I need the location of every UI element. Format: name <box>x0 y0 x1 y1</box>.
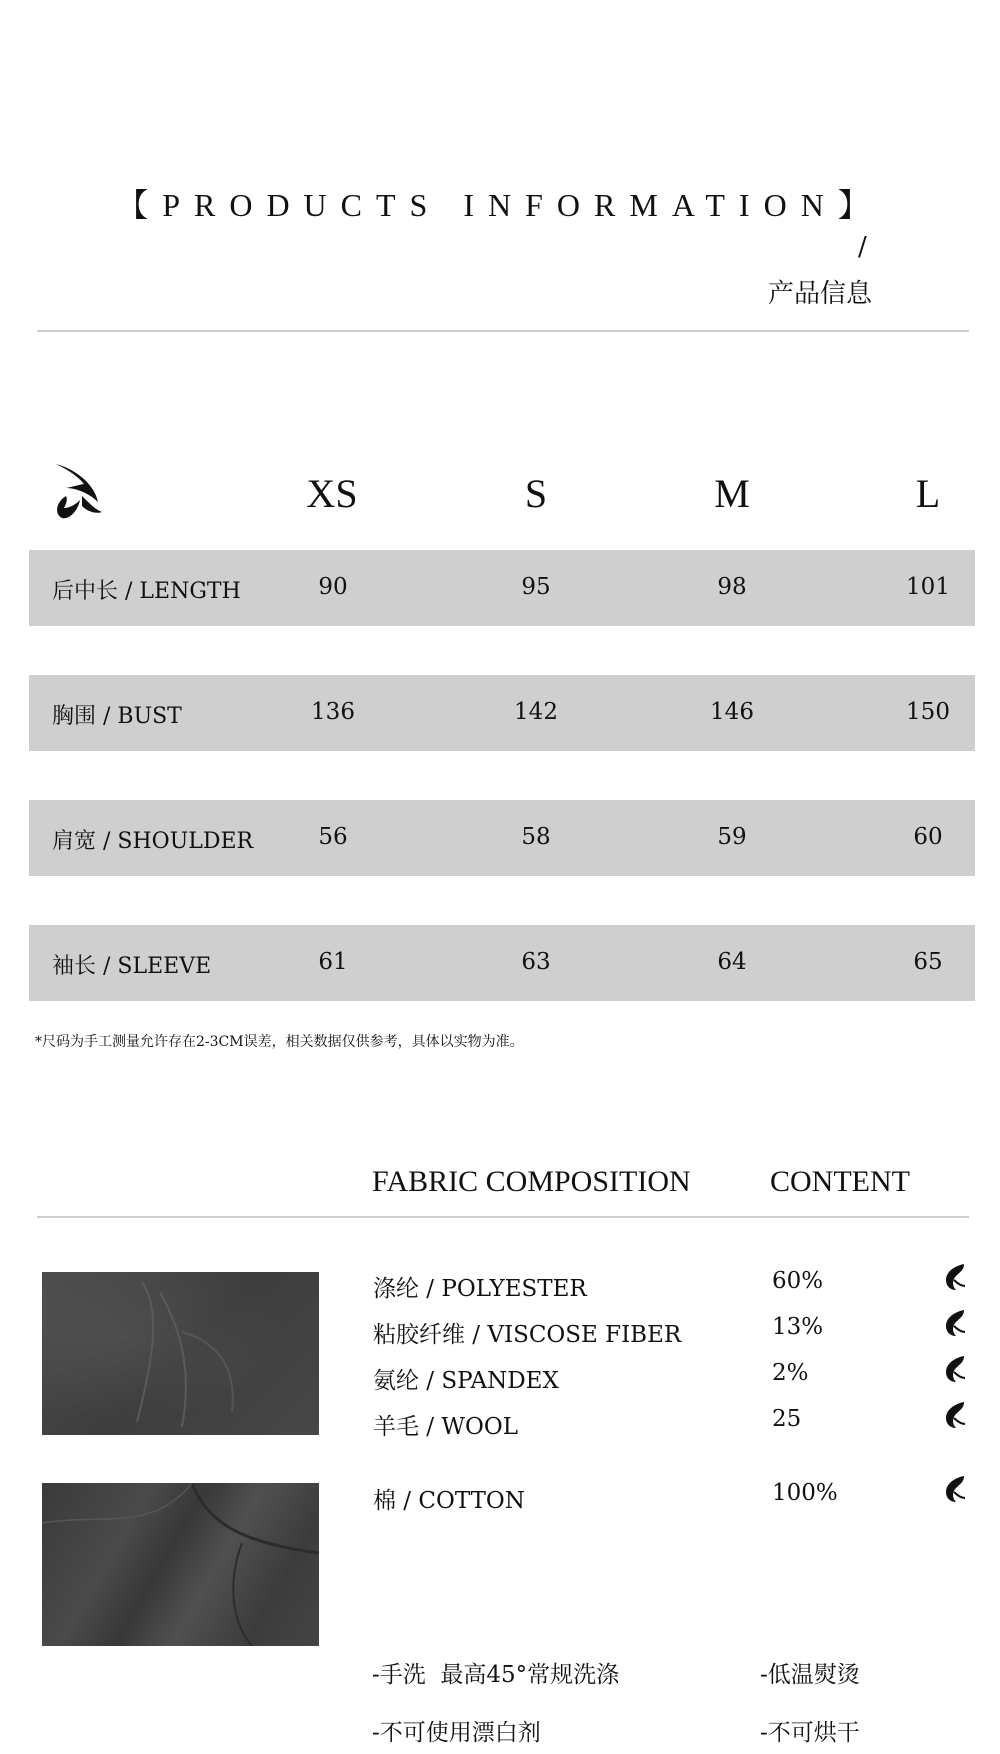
cell-l: 65 <box>913 949 943 975</box>
size-header-l: L <box>915 471 941 516</box>
fabric-swatch-image <box>42 1483 319 1646</box>
cell-s: 95 <box>521 574 551 600</box>
cell-s: 142 <box>514 699 558 725</box>
brand-logo-icon <box>52 462 104 522</box>
cell-s: 58 <box>521 824 551 850</box>
table-row <box>29 675 975 751</box>
row-label: 后中长 / LENGTH <box>52 579 241 604</box>
size-header-m: M <box>714 471 750 516</box>
cell-l: 60 <box>913 824 943 850</box>
page-subtitle: 产品信息 <box>767 279 872 309</box>
fabric-item-name: 棉 / COTTON <box>373 1488 525 1514</box>
fabric-composition-header: FABRIC COMPOSITION <box>372 1165 691 1198</box>
cell-l: 101 <box>906 574 950 600</box>
table-row <box>29 800 975 876</box>
cell-m: 146 <box>710 699 754 725</box>
cell-xs: 61 <box>318 949 348 975</box>
fabric-item-name: 粘胶纤维 / VISCOSE FIBER <box>373 1322 682 1348</box>
fabric-item-content: 13% <box>772 1314 824 1340</box>
cell-m: 98 <box>717 574 747 600</box>
cell-s: 63 <box>521 949 551 975</box>
cell-l: 150 <box>906 699 950 725</box>
cell-m: 64 <box>717 949 747 975</box>
leaf-icon <box>942 1262 966 1292</box>
content-header: CONTENT <box>770 1165 910 1198</box>
cell-xs: 136 <box>311 699 355 725</box>
table-row <box>29 925 975 1001</box>
table-row <box>29 550 975 626</box>
title-divider-slash: / <box>858 232 867 262</box>
header-divider <box>37 330 969 332</box>
care-instruction: -不可使用漂白剂 <box>372 1720 541 1746</box>
leaf-icon <box>942 1400 966 1430</box>
size-header-s: S <box>524 471 548 516</box>
fabric-item-content: 25 <box>772 1406 802 1432</box>
fabric-item-name: 涤纶 / POLYESTER <box>373 1276 587 1302</box>
care-instruction: -不可烘干 <box>760 1720 860 1746</box>
fabric-item-name: 羊毛 / WOOL <box>373 1414 518 1440</box>
fabric-item-content: 2% <box>772 1360 809 1386</box>
row-label: 袖长 / SLEEVE <box>52 954 212 979</box>
care-instruction: -手洗 最高45°常规洗涤 <box>372 1662 620 1688</box>
leaf-icon <box>942 1474 966 1504</box>
row-label: 胸围 / BUST <box>52 704 182 729</box>
cell-xs: 56 <box>318 824 348 850</box>
care-instruction: -低温熨烫 <box>760 1662 860 1688</box>
fabric-divider <box>37 1216 969 1218</box>
fabric-item-content: 100% <box>772 1480 838 1506</box>
leaf-icon <box>942 1354 966 1384</box>
cell-m: 59 <box>717 824 747 850</box>
cell-xs: 90 <box>318 574 348 600</box>
size-header-xs: XS <box>306 471 358 516</box>
row-label: 肩宽 / SHOULDER <box>52 829 254 854</box>
page-title: 【PRODUCTS INFORMATION】 <box>116 187 884 223</box>
fabric-item-name: 氨纶 / SPANDEX <box>373 1368 559 1394</box>
measurement-note: *尺码为手工测量允许存在2-3CM误差，相关数据仅供参考，具体以实物为准。 <box>35 1034 524 1050</box>
leaf-icon <box>942 1308 966 1338</box>
fabric-item-content: 60% <box>772 1268 824 1294</box>
fabric-swatch-image <box>42 1272 319 1435</box>
